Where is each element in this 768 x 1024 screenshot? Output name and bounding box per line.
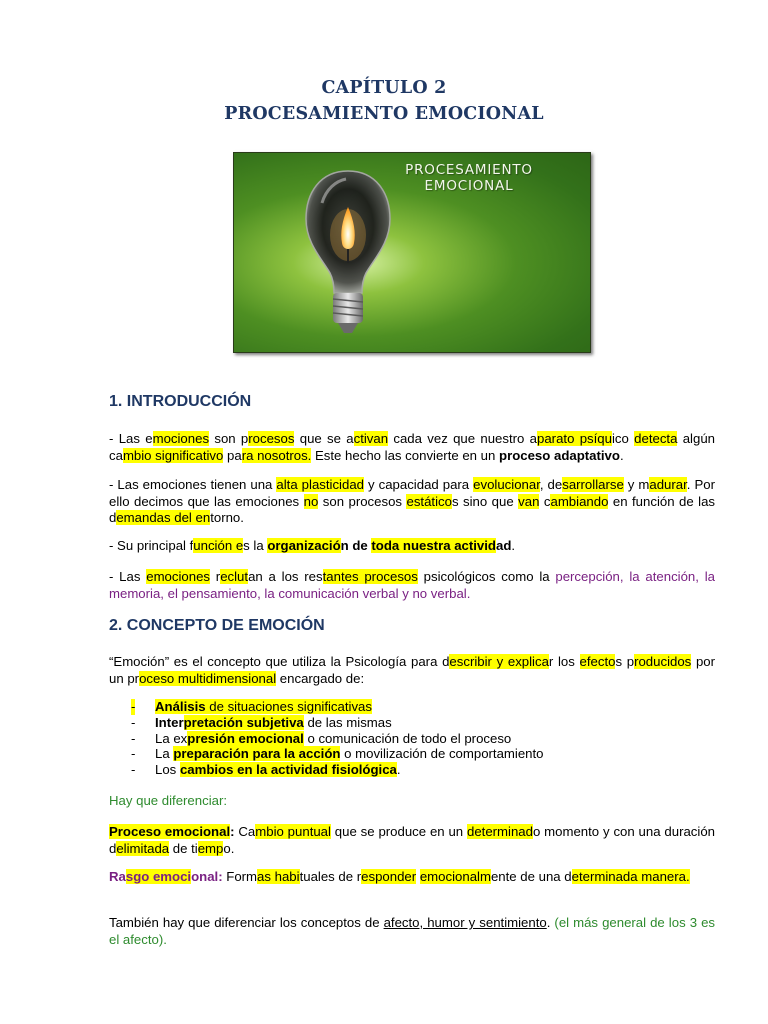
caption-line-1: PROCESAMIENTO bbox=[405, 162, 533, 178]
paragraph-hay-que-diferenciar: Hay que diferenciar: bbox=[109, 793, 228, 808]
paragraph-reclutan: - Las emociones reclutan a los restantes procesos psicológicos como la percepción, la atención, la memoria, el pensamiento, la comunicación verbal y no verbal. bbox=[109, 569, 715, 601]
paragraph-plasticidad: - Las emociones tienen una alta plasticidad y capacidad para evolucionar, desarrollarse y madurar. Por ello decimos que las emociones no son procesos estáticos sino que van cambiando en función de las demandas del entorno. bbox=[109, 477, 716, 525]
list-item: - Análisis de situaciones significativas bbox=[131, 699, 372, 714]
section-heading-concepto: 2. CONCEPTO DE EMOCIÓN bbox=[109, 617, 325, 634]
lightbulb-icon bbox=[302, 163, 394, 343]
list-item: - Los cambios en la actividad fisiológica. bbox=[131, 762, 401, 778]
chapter-title: PROCESAMIENTO EMOCIONAL bbox=[224, 104, 544, 124]
paragraph-definicion-emocion: “Emoción” es el concepto que utiliza la Psicología para describir y explicar los efectos producidos por un proceso multidimensional encargado de: bbox=[109, 654, 715, 686]
section-heading-introduccion: 1. INTRODUCCIÓN bbox=[109, 393, 252, 410]
illustration-caption bbox=[364, 162, 574, 194]
list-item: - La expresión emocional o comunicación de todo el proceso bbox=[131, 730, 512, 746]
paragraph-emociones-procesos: - Las emociones son procesos que se activan cada vez que nuestro aparato psíquico detecta algún cambio significativo para nosotros. Este hecho las convierte en un proceso adaptativo. bbox=[109, 431, 715, 463]
lightbulb-illustration bbox=[233, 152, 591, 353]
paragraph-proceso-emocional: Proceso emocional: Cambio puntual que se produce en un determinado momento y con una duración delimitada de tiempo. bbox=[109, 824, 715, 856]
paragraph-rasgo-emocional: Rasgo emocional: Formas habituales de responder emocionalmente de una determinada manera. bbox=[109, 869, 690, 884]
list-item: - La preparación para la acción o movilización de comportamiento bbox=[131, 746, 544, 762]
paragraph-afecto-humor: También hay que diferenciar los conceptos de afecto, humor y sentimiento. (el más general de los 3 es el afecto). bbox=[109, 915, 715, 947]
component-list bbox=[131, 699, 691, 778]
paragraph-funcion: - Su principal función es la organización de toda nuestra actividad. bbox=[109, 538, 516, 553]
chapter-number: CAPÍTULO 2 bbox=[321, 78, 447, 98]
caption-line-2: EMOCIONAL bbox=[424, 178, 514, 194]
list-item: - Interpretación subjetiva de las mismas bbox=[131, 714, 392, 730]
